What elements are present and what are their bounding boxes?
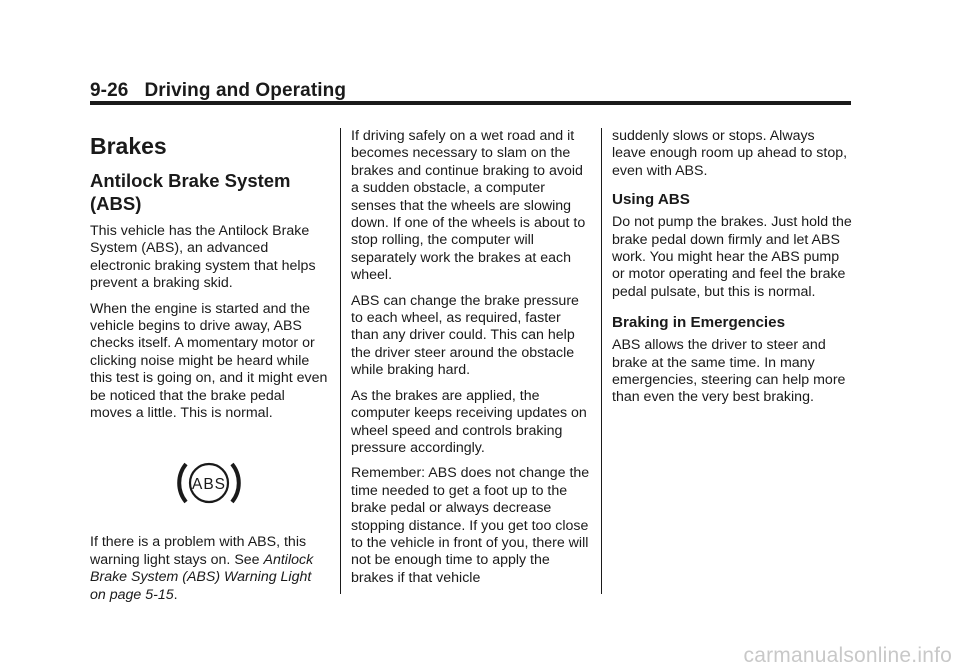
watermark: carmanualsonline.info — [743, 644, 952, 667]
subsection-heading-abs: Antilock Brake System (ABS) — [90, 170, 291, 214]
emergencies-paragraph: ABS allows the driver to steer and brake at the same time. In many emergencies, steering can help more than even the very best braking. — [612, 337, 846, 406]
abs-warning-icon — [176, 460, 242, 506]
continued-paragraph: suddenly slows or stops. Always leave enough room up ahead to stop, even with ABS. — [612, 128, 848, 179]
column-divider-2 — [601, 128, 602, 594]
abs-warning-paragraph: If there is a problem with ABS, this warning light stays on. See Antilock Brake System (ABS) Warning Light on page 5-15. — [90, 534, 314, 603]
column-2 — [351, 128, 591, 595]
page-header — [90, 80, 346, 102]
cross-reference-link: Antilock Brake System (ABS) Warning Light on page 5-15 — [90, 551, 314, 603]
abs-intro-paragraph: This vehicle has the Antilock Brake System (ABS), an advanced electronic braking system that helps prevent a braking skid. — [90, 223, 316, 292]
header-rule — [90, 101, 851, 105]
wheel-speed-paragraph: As the brakes are applied, the computer keeps receiving updates on wheel speed and controls braking pressure accordingly. — [351, 387, 587, 456]
brake-pressure-paragraph: ABS can change the brake pressure to each wheel, as required, faster than any driver could. This can help the driver steer around the obstacle while braking hard. — [351, 292, 579, 379]
column-divider-1 — [340, 128, 341, 594]
abs-symbol-text: ABS — [191, 476, 227, 494]
abs-selfcheck-paragraph: When the engine is started and the vehicle begins to drive away, ABS checks itself. A momentary motor or clicking noise might be heard while this test is going on, and it might even be noticed that the brake pedal moves a little. This is normal. — [90, 300, 328, 422]
using-abs-paragraph: Do not pump the brakes. Just hold the brake pedal down firmly and let ABS work. You might hear the ABS pump or motor operating and feel the brake pedal pulsate, but this is normal. — [612, 214, 852, 300]
page-number: 9-26 — [90, 80, 129, 101]
column-3 — [612, 128, 852, 415]
section-title: Driving and Operating — [144, 80, 347, 101]
remember-paragraph: Remember: ABS does not change the time needed to get a foot up to the brake pedal or always decrease stopping distance. If you get too close to the vehicle in front of you, there will not be enough time to apply the brakes if that vehicle — [351, 465, 590, 586]
wet-road-paragraph: If driving safely on a wet road and it becomes necessary to slam on the brakes and continue braking to avoid a sudden obstacle, a computer senses that the wheels are slowing down. If one of the wheels is about to stop rolling, the computer will separately work the brakes at each wheel. — [351, 128, 586, 284]
heading-braking-emergencies: Braking in Emergencies — [612, 314, 786, 332]
column-1 — [90, 128, 330, 612]
abs-symbol-figure — [90, 440, 330, 520]
section-heading-brakes: Brakes — [90, 133, 167, 159]
heading-using-abs: Using ABS — [612, 191, 690, 209]
